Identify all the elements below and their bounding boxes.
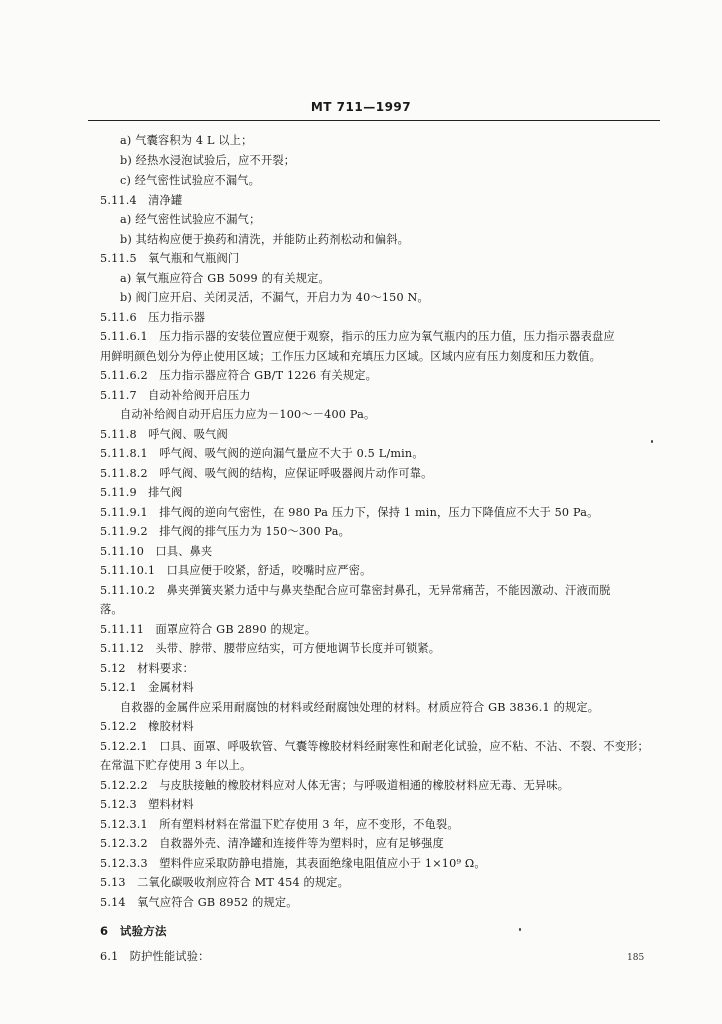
section-heading: 5.12.1 金属材料 <box>100 681 194 694</box>
section-heading: 5.11.10 口具、鼻夹 <box>100 545 213 558</box>
section-heading: 5.11.6 压力指示器 <box>100 311 206 324</box>
text-line: 5.11.6.1 压力指示器的安装位置应便于观察，指示的压力应为氧气瓶内的压力值，压力指示器表盘应 <box>100 330 615 343</box>
section-heading: 5.11.7 自动补给阀开启压力 <box>100 389 251 402</box>
scan-speck <box>519 928 521 931</box>
text-line: 用鲜明颜色划分为停止使用区域；工作压力区域和充填压力区域。区域内应有压力刻度和压力数值。 <box>100 350 602 363</box>
text-line: 5.11.9.1 排气阀的逆向气密性，在 980 Pa 压力下，保持 1 min，压力下降值应不大于 50 Pa。 <box>100 506 599 519</box>
text-line: 自动补给阀自动开启压力应为－100～－400 Pa。 <box>120 408 376 421</box>
text-line: 5.11.10.2 鼻夹弹簧夹紧力适中与鼻夹垫配合应可靠密封鼻孔，无异常痛苦，不能因激动、汗液而脱 <box>100 584 611 597</box>
section-heading: 5.12 材料要求： <box>100 662 195 675</box>
text-line: 5.11.9.2 排气阀的排气压力为 150～300 Pa。 <box>100 525 351 538</box>
text-line: c) 经气密性试验应不漏气。 <box>120 174 261 187</box>
page-number: 185 <box>627 953 645 963</box>
section-heading: 5.11.5 氧气瓶和气瓶阀门 <box>100 252 240 265</box>
text-line: 5.11.12 头带、脖带、腰带应结实，可方便地调节长度并可锁紧。 <box>100 642 441 655</box>
text-line: 在常温下贮存使用 3 年以上。 <box>100 759 252 772</box>
text-line: 5.11.8.1 呼气阀、吸气阀的逆向漏气量应不大于 0.5 L/min。 <box>100 447 424 460</box>
section-heading: 5.11.4 清净罐 <box>100 194 183 207</box>
text-line: 自救器的金属件应采用耐腐蚀的材料或经耐腐蚀处理的材料。材质应符合 GB 3836.1 的规定。 <box>120 701 600 714</box>
text-line: 5.11.10.1 口具应便于咬紧，舒适，咬嘴时应严密。 <box>100 564 372 577</box>
text-line: 5.11.11 面罩应符合 GB 2890 的规定。 <box>100 623 317 636</box>
text-line: 落。 <box>100 603 123 616</box>
text-line: 5.13 二氧化碳吸收剂应符合 MT 454 的规定。 <box>100 876 350 889</box>
text-line: 5.11.6.2 压力指示器应符合 GB/T 1226 有关规定。 <box>100 369 378 382</box>
text-line: 5.12.2.1 口具、面罩、呼吸软管、气囊等橡胶材料经耐寒性和耐老化试验，应不粘、不沾、不裂、不变形； <box>100 740 649 753</box>
text-line: 5.12.2.2 与皮肤接触的橡胶材料应对人体无害；与呼吸道相通的橡胶材料应无毒、无异味。 <box>100 779 570 792</box>
text-line: b) 其结构应便于换药和清洗，并能防止药剂松动和偏斜。 <box>120 233 409 246</box>
text-line: a) 经气密性试验应不漏气； <box>120 213 261 226</box>
section-heading: 5.11.8 呼气阀、吸气阀 <box>100 428 228 441</box>
text-line: a) 气囊容积为 4 L 以上； <box>120 134 253 147</box>
section-heading: 5.11.9 排气阀 <box>100 486 183 499</box>
text-line: b) 阀门应开启、关闭灵活，不漏气，开启力为 40～150 N。 <box>120 291 429 304</box>
section-heading: 5.12.2 橡胶材料 <box>100 720 194 733</box>
text-line: a) 氧气瓶应符合 GB 5099 的有关规定。 <box>120 272 330 285</box>
scan-speck <box>651 440 653 443</box>
text-line: 5.12.3.1 所有塑料材料在常温下贮存使用 3 年，应不变形，不龟裂。 <box>100 818 459 831</box>
text-line: 5.12.3.2 自救器外壳、清净罐和连接件等为塑料时，应有足够强度 <box>100 837 444 850</box>
page-header: MT 711—1997 <box>310 100 412 114</box>
text-line: 5.11.8.2 呼气阀、吸气阀的结构，应保证呼吸器阀片动作可靠。 <box>100 467 433 480</box>
section-heading: 6.1 防护性能试验： <box>100 950 210 963</box>
section-heading: 5.12.3 塑料材料 <box>100 798 194 811</box>
text-line: 5.14 氧气应符合 GB 8952 的规定。 <box>100 896 298 909</box>
chapter-heading: 6 试验方法 <box>100 924 167 938</box>
text-line: b) 经热水浸泡试验后，应不开裂； <box>120 154 296 167</box>
text-line: 5.12.3.3 塑料件应采取防静电措施，其表面绝缘电阻值应小于 1×10⁹ Ω。 <box>100 857 486 870</box>
